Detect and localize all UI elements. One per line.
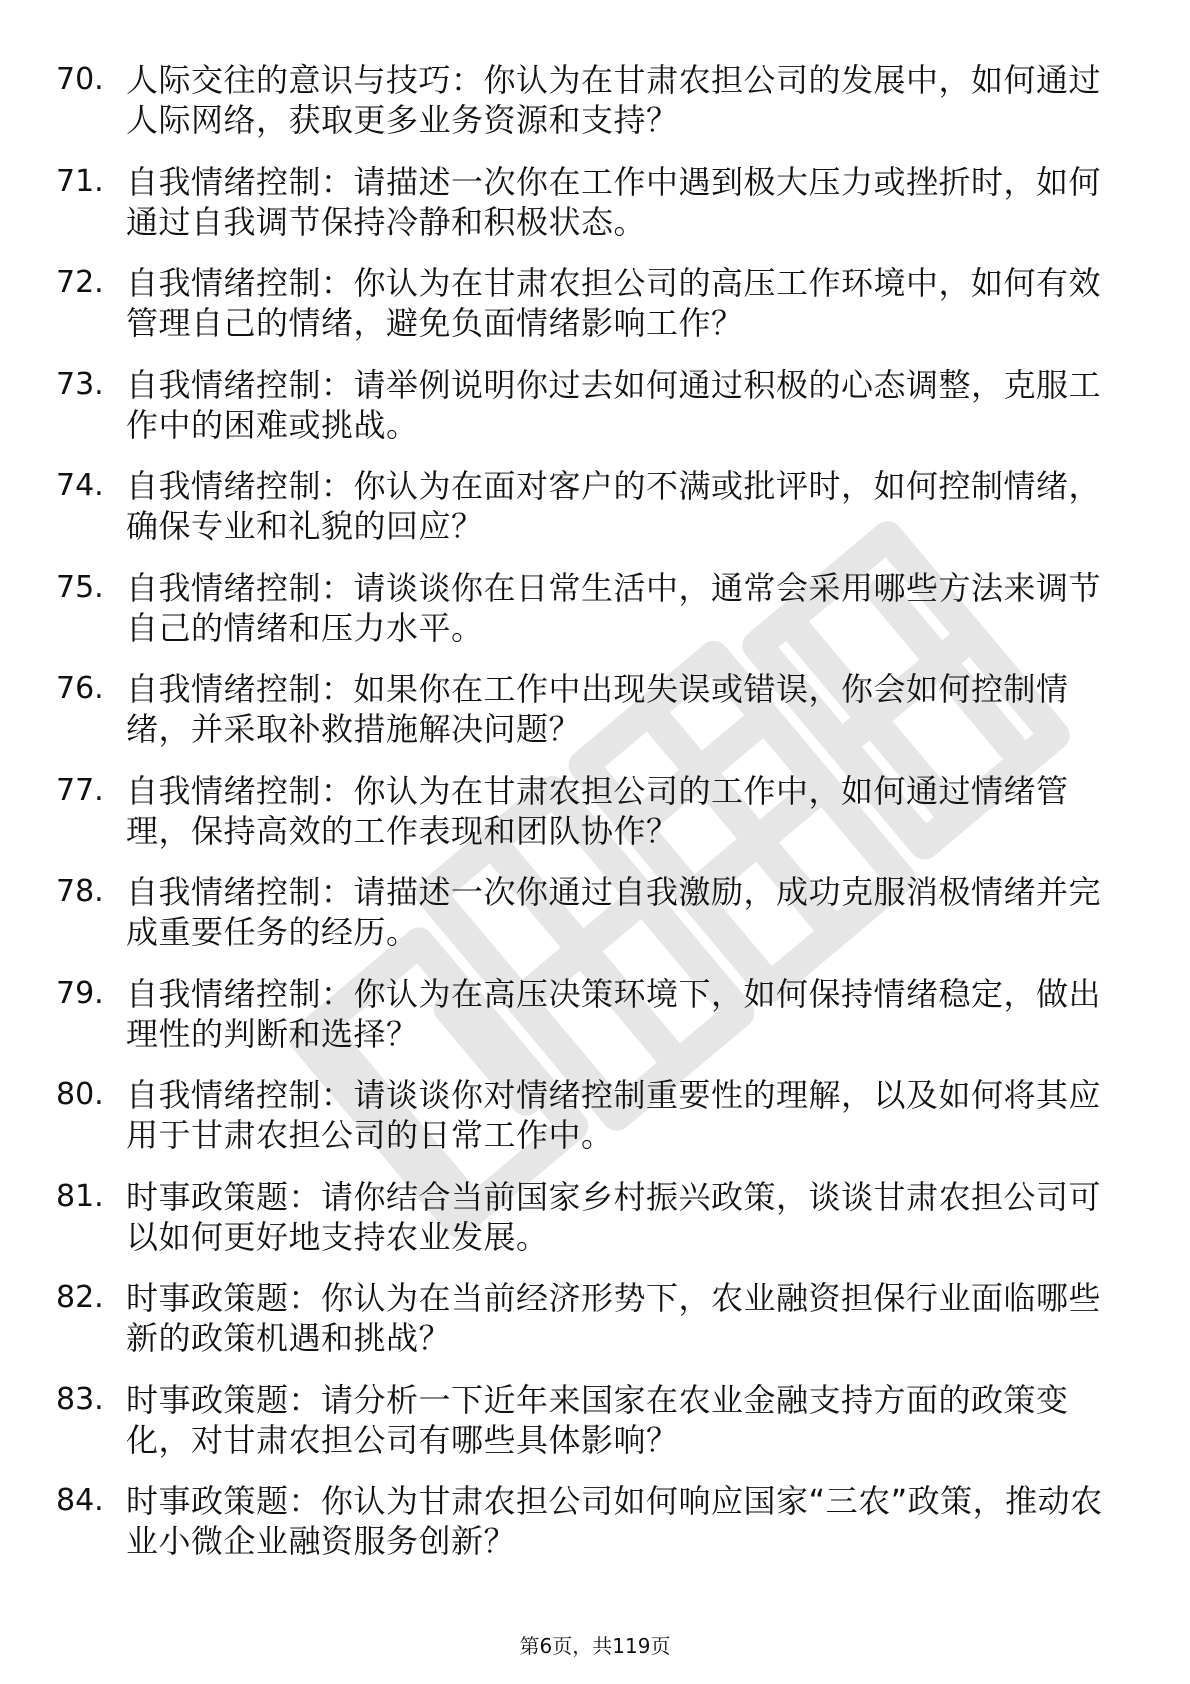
question-text: 自我情绪控制：请描述一次你通过自我激励，成功克服消极情绪并完成重要任务的经历。 <box>126 873 1102 951</box>
question-number: 79. <box>56 975 104 1011</box>
question-text: 自我情绪控制：请谈谈你在日常生活中，通常会采用哪些方法来调节自己的情绪和压力水平。 <box>126 568 1102 647</box>
question-number: 77. <box>56 772 104 808</box>
list-item <box>0 964 1190 1066</box>
list-item <box>0 253 1190 355</box>
question-text: 自我情绪控制：你认为在甘肃农担公司的工作中，如何通过情绪管理，保持高效的工作表现和团队协作？ <box>126 771 1069 850</box>
question-text: 自我情绪控制：请谈谈你对情绪控制重要性的理解，以及如何将其应用于甘肃农担公司的日常工作中。 <box>126 1076 1102 1154</box>
question-number: 84. <box>56 1483 104 1518</box>
question-text: 自我情绪控制：如果你在工作中出现失误或错误，你会如何控制情绪，并采取补救措施解决问题？ <box>126 670 1069 748</box>
question-text: 人际交往的意识与技巧：你认为在甘肃农担公司的发展中，如何通过人际网络，获取更多业务资源和支持？ <box>126 61 1102 139</box>
question-list <box>0 50 1190 1573</box>
list-item <box>0 50 1190 152</box>
list-item <box>0 1471 1190 1573</box>
list-item <box>0 456 1190 558</box>
question-number: 70. <box>56 62 104 97</box>
question-text: 时事政策题：你认为甘肃农担公司如何响应国家“三农”政策，推动农业小微企业融资服务创新？ <box>126 1482 1103 1560</box>
question-number: 71. <box>56 163 104 199</box>
list-item <box>0 1065 1190 1167</box>
question-text: 时事政策题：请分析一下近年来国家在农业金融支持方面的政策变化，对甘肃农担公司有哪些具体影响？ <box>126 1380 1069 1459</box>
question-number: 83. <box>56 1381 104 1417</box>
question-number: 75. <box>56 569 104 605</box>
question-number: 72. <box>56 265 104 300</box>
question-text: 时事政策题：请你结合当前国家乡村振兴政策，谈谈甘肃农担公司可以如何更好地支持农业发展。 <box>126 1177 1102 1256</box>
question-text: 自我情绪控制：你认为在高压决策环境下，如何保持情绪稳定，做出理性的判断和选择？ <box>126 974 1102 1053</box>
page-footer: 第6页，共119页 <box>519 1634 671 1658</box>
list-item <box>0 1167 1190 1269</box>
question-text: 自我情绪控制：你认为在甘肃农担公司的高压工作环境中，如何有效管理自己的情绪，避免负面情绪影响工作？ <box>126 264 1102 342</box>
list-item <box>0 152 1190 254</box>
list-item <box>0 355 1190 457</box>
list-item <box>0 761 1190 863</box>
question-number: 78. <box>56 874 104 909</box>
question-text: 自我情绪控制：请举例说明你过去如何通过积极的心态调整，克服工作中的困难或挑战。 <box>126 365 1102 444</box>
question-text: 自我情绪控制：你认为在面对客户的不满或批评时，如何控制情绪，确保专业和礼貌的回应？ <box>126 467 1102 545</box>
question-number: 80. <box>56 1077 104 1112</box>
list-item <box>0 1370 1190 1472</box>
question-number: 74. <box>56 468 104 503</box>
question-number: 73. <box>56 366 104 402</box>
list-item <box>0 659 1190 761</box>
question-number: 76. <box>56 671 104 706</box>
question-text: 自我情绪控制：请描述一次你在工作中遇到极大压力或挫折时，如何通过自我调节保持冷静和积极状态。 <box>126 162 1102 241</box>
list-item <box>0 862 1190 964</box>
question-number: 81. <box>56 1178 104 1214</box>
question-number: 82. <box>56 1280 104 1315</box>
question-text: 时事政策题：你认为在当前经济形势下，农业融资担保行业面临哪些新的政策机遇和挑战？ <box>126 1279 1102 1357</box>
list-item <box>0 558 1190 660</box>
list-item <box>0 1268 1190 1370</box>
